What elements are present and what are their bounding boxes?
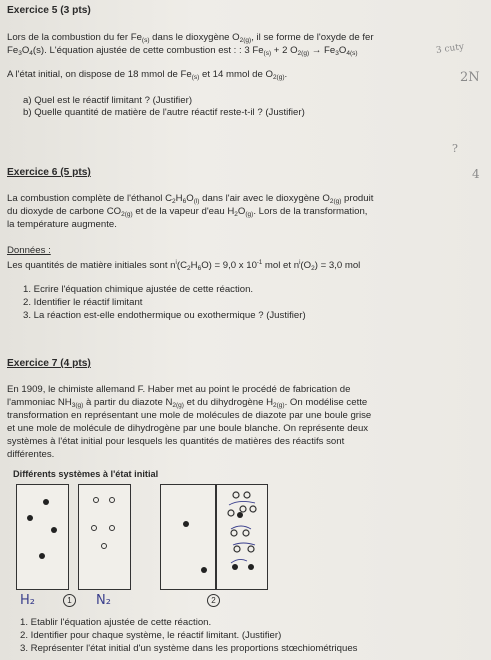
ex6-line3: la température augmente. bbox=[7, 219, 117, 230]
white-ball bbox=[93, 497, 99, 503]
ex5-initial-state: A l'état initial, on dispose de 18 mmol de $Fe_{(s)}$ et 14 mmol de $O_{2(g)}$. bbox=[7, 69, 288, 81]
gray-ball bbox=[39, 553, 45, 559]
ex5-line1: Lors de la combustion du fer $Fe_{(s)}$ dans le dioxygène $O_{2(g)}$, il se forme de l'oxyde de fer bbox=[7, 32, 374, 44]
ex7-line2: l'ammoniac $NH_{3(g)}$ à partir du diazote $N_{2(g)}$ et du dihydrogène $H_{2(g)}$. On modélise cette bbox=[7, 397, 368, 409]
gray-ball bbox=[201, 567, 207, 573]
ex5-line2: $Fe_3O_4(s)$. L'équation ajustée de cette combustion est : : 3 $Fe_{(s)} + 2$ $O_{2(g)} \to Fe_3O_{4(s)}$ bbox=[7, 45, 358, 57]
gray-ball bbox=[43, 499, 49, 505]
margin-note: ? bbox=[452, 142, 458, 155]
white-ball bbox=[109, 525, 115, 531]
ex5-question-a: a) Quel est le réactif limitant ? (Justifier) bbox=[23, 95, 193, 106]
system-2-label: 2 bbox=[207, 594, 220, 607]
white-ball bbox=[109, 497, 115, 503]
ex5-title: Exercice 5 (3 pts) bbox=[7, 5, 91, 16]
ex7-question-3: 3. Représenter l'état initial d'un système dans les proportions stœchiométriques bbox=[20, 643, 358, 654]
ex5-question-b: b) Quelle quantité de matière de l'autre réactif reste-t-il ? (Justifier) bbox=[23, 107, 305, 118]
margin-note: 3 cuty bbox=[435, 42, 465, 56]
ex7-line6: différentes. bbox=[7, 449, 55, 460]
gray-ball bbox=[183, 521, 189, 527]
handwritten-n2-label: N₂ bbox=[96, 593, 111, 608]
system-2-right-box bbox=[216, 484, 268, 590]
ex7-line3: transformation en représentant une mole de molécules de diazote par une boule grise bbox=[7, 410, 372, 421]
ex7-title: Exercice 7 (4 pts) bbox=[7, 358, 91, 369]
system-1-n2-box bbox=[78, 484, 131, 590]
system-1-h2-box bbox=[16, 484, 69, 590]
gray-ball bbox=[27, 515, 33, 521]
white-ball bbox=[91, 525, 97, 531]
ex6-title: Exercice 6 (5 pts) bbox=[7, 167, 91, 178]
system-2-molecules bbox=[217, 485, 267, 589]
ex7-line5: systèmes à l'état initial pour lesquels les quantités de matières des réactifs sont bbox=[7, 436, 345, 447]
white-ball bbox=[101, 543, 107, 549]
ex7-line1: En 1909, le chimiste allemand F. Haber met au point le procédé de fabrication de bbox=[7, 384, 351, 395]
ex6-question-3: 3. La réaction est-elle endothermique ou exothermique ? (Justifier) bbox=[23, 310, 306, 321]
system-1-label: 1 bbox=[63, 594, 76, 607]
margin-note: 4 bbox=[472, 167, 480, 181]
ex6-question-2: 2. Identifier le réactif limitant bbox=[23, 297, 143, 308]
ex6-line2: du dioxyde de carbone $CO_{2(g)}$ et de la vapeur d'eau $H_2O_{(g)}$. Lors de la transformation, bbox=[7, 206, 368, 218]
system-2-left-box bbox=[160, 484, 216, 590]
ex6-data-line: Les quantités de matière initiales sont $n^i(C_2H_6O) = 9,0$ x $10^{-1}$ mol et $n^i(O_2) = 3,0$ mol bbox=[7, 260, 361, 273]
gray-ball bbox=[51, 527, 57, 533]
ex7-question-2: 2. Identifier pour chaque système, le réactif limitant. (Justifier) bbox=[20, 630, 282, 641]
ex6-line1: La combustion complète de l'éthanol $C_2H_6O_{(l)}$ dans l'air avec le dioxygène $O_{2(g)}$ produit bbox=[7, 193, 374, 205]
ex7-question-1: 1. Etablir l'équation ajustée de cette réaction. bbox=[20, 617, 212, 628]
ex6-question-1: 1. Ecrire l'équation chimique ajustée de cette réaction. bbox=[23, 284, 254, 295]
ex7-figure-title: Différents systèmes à l'état initial bbox=[13, 469, 159, 479]
ex7-line4: et une mole de molécule de dihydrogène par une boule blanche. On représente deux bbox=[7, 423, 369, 434]
handwritten-h2-label: H₂ bbox=[20, 593, 35, 608]
margin-note: 2N bbox=[460, 70, 480, 85]
ex6-data-heading: Données : bbox=[7, 245, 51, 256]
